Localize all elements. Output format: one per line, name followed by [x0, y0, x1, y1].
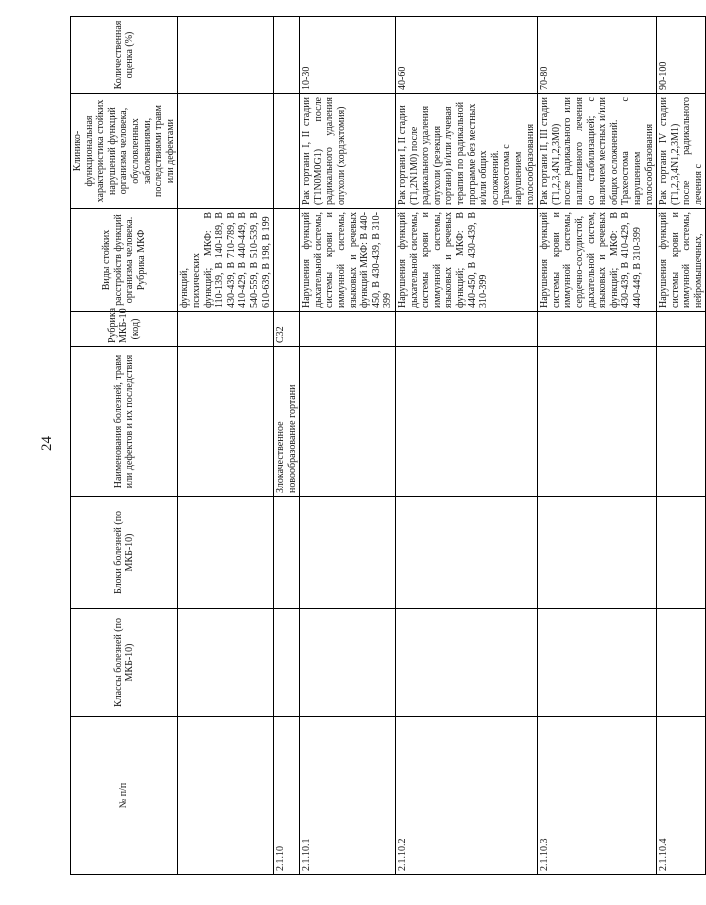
cell-classes	[538, 609, 657, 717]
cell-name	[396, 347, 538, 497]
cell-percent: 40-60	[396, 17, 538, 94]
cell-code: С32	[274, 312, 300, 347]
cell-clinical	[396, 94, 538, 209]
clinical-paragraph: Трахеостома с нарушением голосообразования	[501, 123, 536, 205]
header-cell: Классы болезней (по МКБ-10)	[71, 609, 178, 717]
cell-num: 2.1.10.2	[396, 717, 538, 875]
cell-percent: 70-80	[538, 17, 657, 94]
cell-blocks	[538, 497, 657, 609]
cell-code	[538, 312, 657, 347]
header-cell: Клинико-функциональная характеристика стойких нарушений функций организма человека, обусловленных заболеваниями, последствиями травм или дефектами	[71, 94, 178, 209]
cell-classes	[274, 609, 300, 717]
header-cell: Блоки болезней (по МКБ-10)	[71, 497, 178, 609]
cell-functions: Нарушения функций дыхательной системы, системы крови и иммунной системы, языковых и речевых функций МКФ: В 440-450, В 430-439, В 310-399	[300, 209, 396, 312]
cell-num	[178, 717, 274, 875]
header-cell: Наименования болезней, травм или дефектов и их последствия	[71, 347, 178, 497]
cell-code	[178, 312, 274, 347]
cell-code	[300, 312, 396, 347]
cell-functions: Нарушения функций дыхательной системы, системы крови и иммунной системы, языковых и речевых функций; МКФ: В 440-450, В 430-439, В 310-399	[396, 209, 538, 312]
table-row	[538, 17, 657, 875]
cell-clinical	[178, 94, 274, 209]
header-cell: Виды стойких расстройств функций организма человека. Рубрика МКФ	[71, 209, 178, 312]
clinical-paragraph: Рак гортани I, II стадии (T1,2N1M0) после радикального удаления опухоли (резекция гортани) и/или лучевая терапия по радикальной программе без местных и/или общих осложнений.	[397, 101, 501, 205]
header-cell: Рубрика МКБ-10 (код)	[71, 312, 178, 347]
cell-blocks	[657, 497, 706, 609]
cell-name: Злокачественное новообразование гортани	[274, 347, 300, 497]
cell-percent: 90-100	[657, 17, 706, 94]
table-header-row	[71, 17, 178, 875]
cell-blocks	[178, 497, 274, 609]
cell-name	[657, 347, 706, 497]
table-row	[396, 17, 538, 875]
cell-name	[300, 347, 396, 497]
page-number: 24	[39, 436, 55, 451]
cell-num: 2.1.10.1	[300, 717, 396, 875]
cell-classes	[178, 609, 274, 717]
disability-criteria-table	[70, 16, 706, 875]
cell-functions: функций, психических функций; МКФ: В 110-139, В 140-189, В 430-439, В 710-789, В 410-429, В 440-449, В 540-559, В 510-539, В 610-639, В 198, В 199	[178, 209, 274, 312]
cell-functions	[274, 209, 300, 312]
cell-blocks	[396, 497, 538, 609]
cell-code	[396, 312, 538, 347]
header-cell: Количественная оценка (%)	[71, 17, 178, 94]
cell-clinical	[538, 94, 657, 209]
cell-classes	[657, 609, 706, 717]
cell-num: 2.1.10.4	[657, 717, 706, 875]
cell-clinical: Рак гортани IV стадии (T1,2,3,4N1,2,3M1) после радикального лечения с	[657, 94, 706, 209]
cell-num: 2.1.10.3	[538, 717, 657, 875]
cell-clinical: Рак гортани I, II стадии (T1N0M0G1) после радикального удаления опухоли (хордэктомия)	[300, 94, 396, 209]
clinical-paragraph: Трахеостома с нарушением голосообразования	[620, 97, 655, 205]
cell-blocks	[300, 497, 396, 609]
cell-name	[538, 347, 657, 497]
cell-functions: Нарушения функций системы крови и иммунной системы, сердечно-сосудистой, дыхательной систем, языковых и речевых функций; МКФ: В 430-439, В 410-429, В 440-449, В 310-399	[538, 209, 657, 312]
rotated-table-wrapper	[70, 17, 704, 875]
clinical-paragraph: Рак гортани II, III стадии (T1,2,3,4N1,2,3M0) после радикального или паллиативного лечения со стабилизацией; с наличием местных и/или общих осложнений.	[539, 97, 620, 205]
header-cell: № п/п	[71, 717, 178, 875]
cell-num: 2.1.10	[274, 717, 300, 875]
cell-clinical	[274, 94, 300, 209]
cell-name	[178, 347, 274, 497]
cell-functions: Нарушения функций системы крови и иммунной системы, нейромышечных,	[657, 209, 706, 312]
cell-blocks	[274, 497, 300, 609]
table-row	[274, 17, 300, 875]
cell-classes	[396, 609, 538, 717]
cell-code	[657, 312, 706, 347]
table-row	[178, 17, 274, 875]
cell-percent	[178, 17, 274, 94]
cell-percent: 10-30	[300, 17, 396, 94]
table-row	[300, 17, 396, 875]
cell-classes	[300, 609, 396, 717]
cell-percent	[274, 17, 300, 94]
table-row	[657, 17, 706, 875]
